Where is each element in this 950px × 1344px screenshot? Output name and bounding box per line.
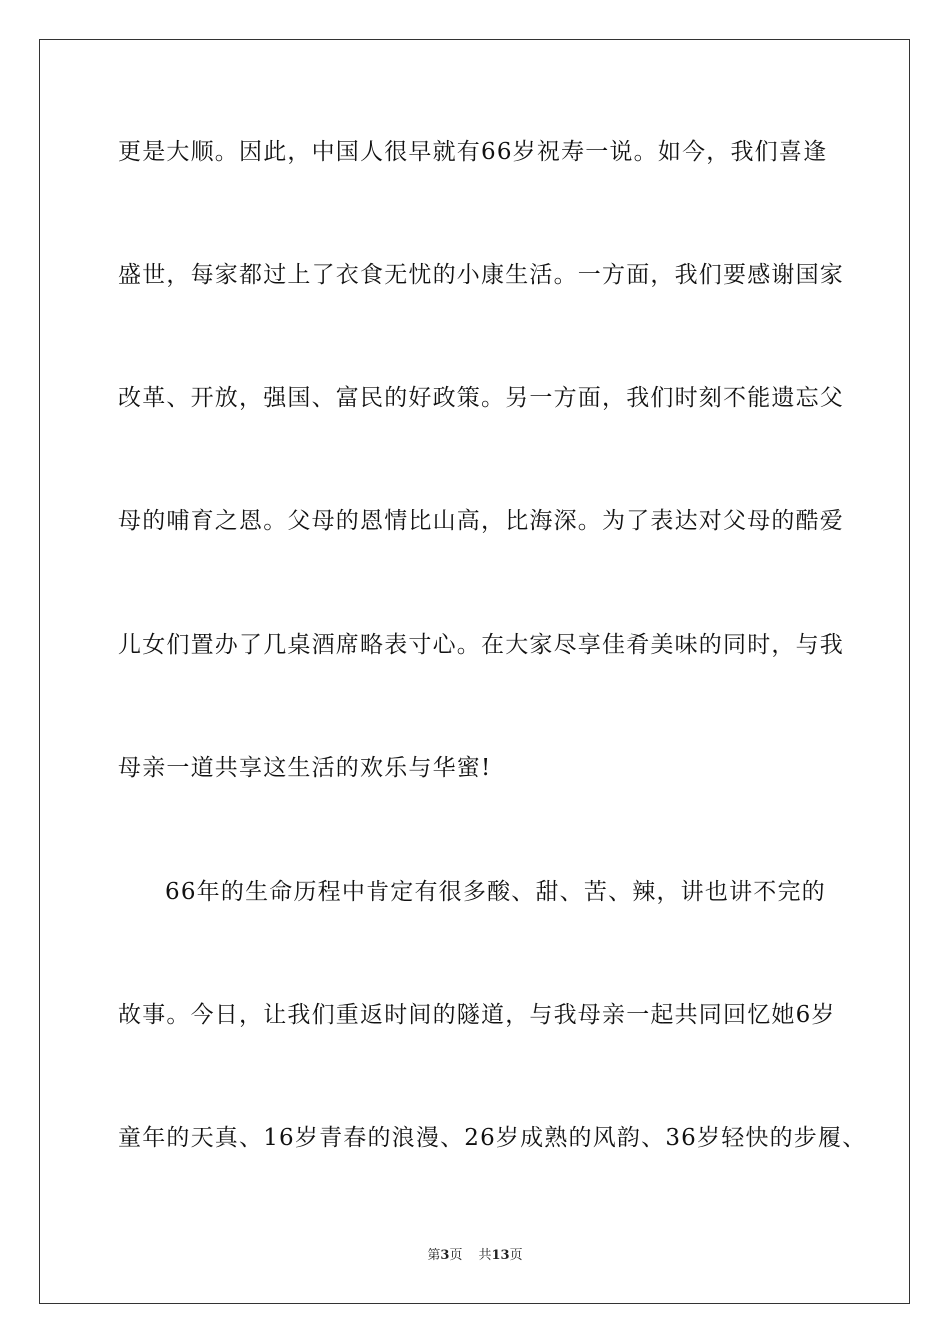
page-border [39,39,910,1304]
body-line-9: 童年的天真、16岁青春的浪漫、26岁成熟的风韵、36岁轻快的步履、 [118,1125,867,1151]
body-line-6: 母亲一道共享这生活的欢乐与华蜜! [118,755,492,781]
body-line-3: 改革、开放，强国、富民的好政策。另一方面，我们时刻不能遗忘父 [118,385,844,411]
footer-total-prefix: 共 [478,1248,492,1263]
body-line-4: 母的哺育之恩。父母的恩情比山高，比海深。为了表达对父母的酷爱 [118,508,844,534]
footer-page-suffix: 页 [449,1248,463,1263]
footer-total-suffix: 页 [509,1248,523,1263]
footer-page-number: 3 [440,1248,450,1263]
page-footer [0,1248,950,1264]
body-line-1: 更是大顺。因此，中国人很早就有66岁祝寿一说。如今，我们喜逢 [118,139,828,165]
body-line-7: 66年的生命历程中肯定有很多酸、甜、苦、辣，讲也讲不完的 [165,879,826,905]
footer-total-pages: 13 [491,1248,510,1263]
body-line-8: 故事。今日，让我们重返时间的隧道，与我母亲一起共同回忆她6岁 [118,1002,836,1028]
body-line-2: 盛世，每家都过上了衣食无忧的小康生活。一方面，我们要感谢国家 [118,262,844,288]
footer-page-prefix: 第 [427,1248,441,1263]
body-line-5: 儿女们置办了几桌酒席略表寸心。在大家尽享佳肴美味的同时，与我 [118,632,844,658]
